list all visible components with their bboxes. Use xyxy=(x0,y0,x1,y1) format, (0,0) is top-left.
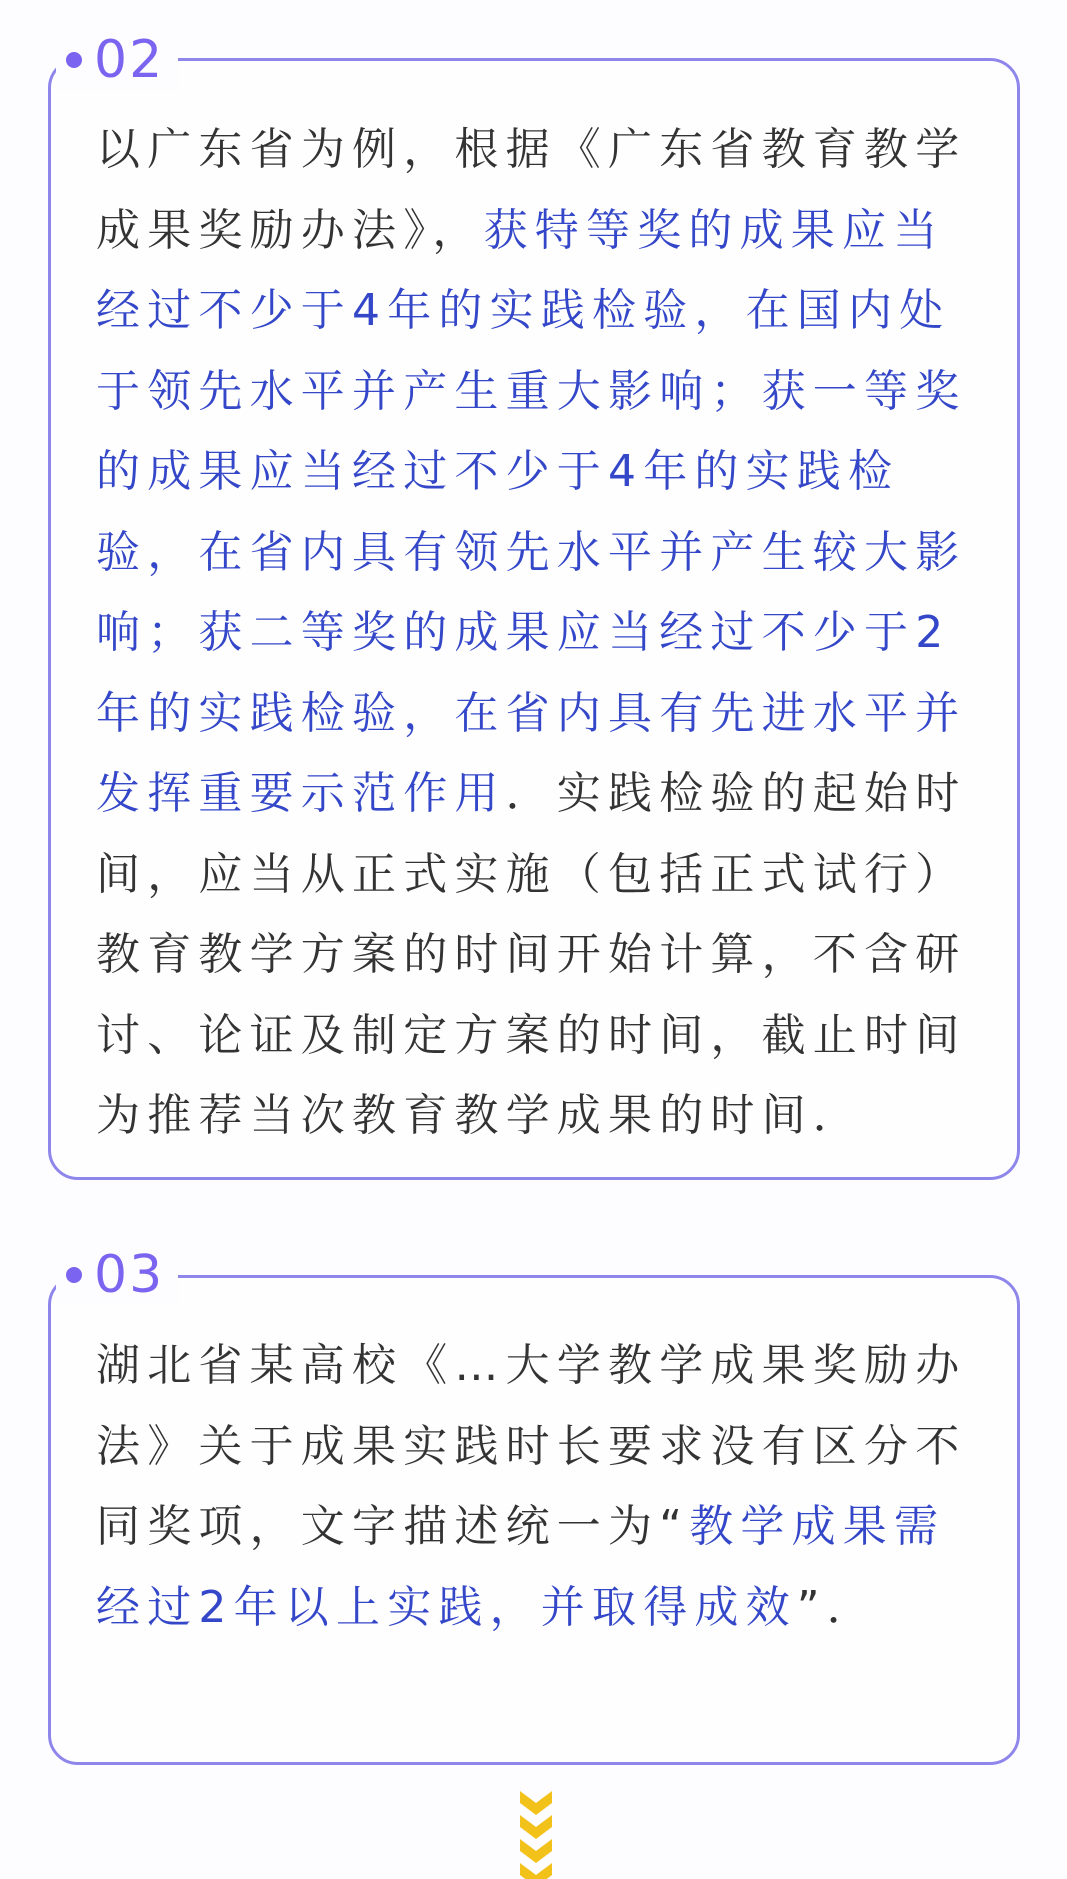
chevron-down-icon xyxy=(516,1789,556,1879)
paragraph-rest: ”． xyxy=(796,1581,878,1633)
dot-icon xyxy=(66,52,82,68)
section-paragraph-03 xyxy=(96,1326,980,1648)
paragraph-highlight: 教学成果需经过2年以上实践，并取得成效 xyxy=(96,1501,946,1633)
paragraph-intro: 以广东省为例，根据《广东省教育教学成果奖励办法》， xyxy=(96,124,967,256)
paragraph-rest: ．实践检验的起始时间，应当从正式实施（包括正式试行）教育教学方案的时间开始计算，不含研讨、论证及制定方案的时间，截止时间为推荐当次教育教学成果的时间． xyxy=(96,768,967,1141)
paragraph-intro: 湖北省某高校《…大学教学成果奖励办法》关于成果实践时长要求没有区分不同奖项，文字描述统一为“ xyxy=(96,1340,967,1552)
section-paragraph-02 xyxy=(96,110,980,1157)
section-number-02: 02 xyxy=(94,30,165,90)
section-badge-03 xyxy=(56,1245,178,1305)
section-number-03: 03 xyxy=(94,1245,165,1305)
dot-icon xyxy=(66,1267,82,1283)
paragraph-highlight: 获特等奖的成果应当经过不少于4年的实践检验，在国内处于领先水平并产生重大影响；获一等奖的成果应当经过不少于4年的实践检验，在省内具有领先水平并产生较大影响；获二等奖的成果应当经过不少于2年的实践检验，在省内具有先进水平并发挥重要示范作用 xyxy=(96,204,967,819)
section-badge-02 xyxy=(56,30,178,90)
